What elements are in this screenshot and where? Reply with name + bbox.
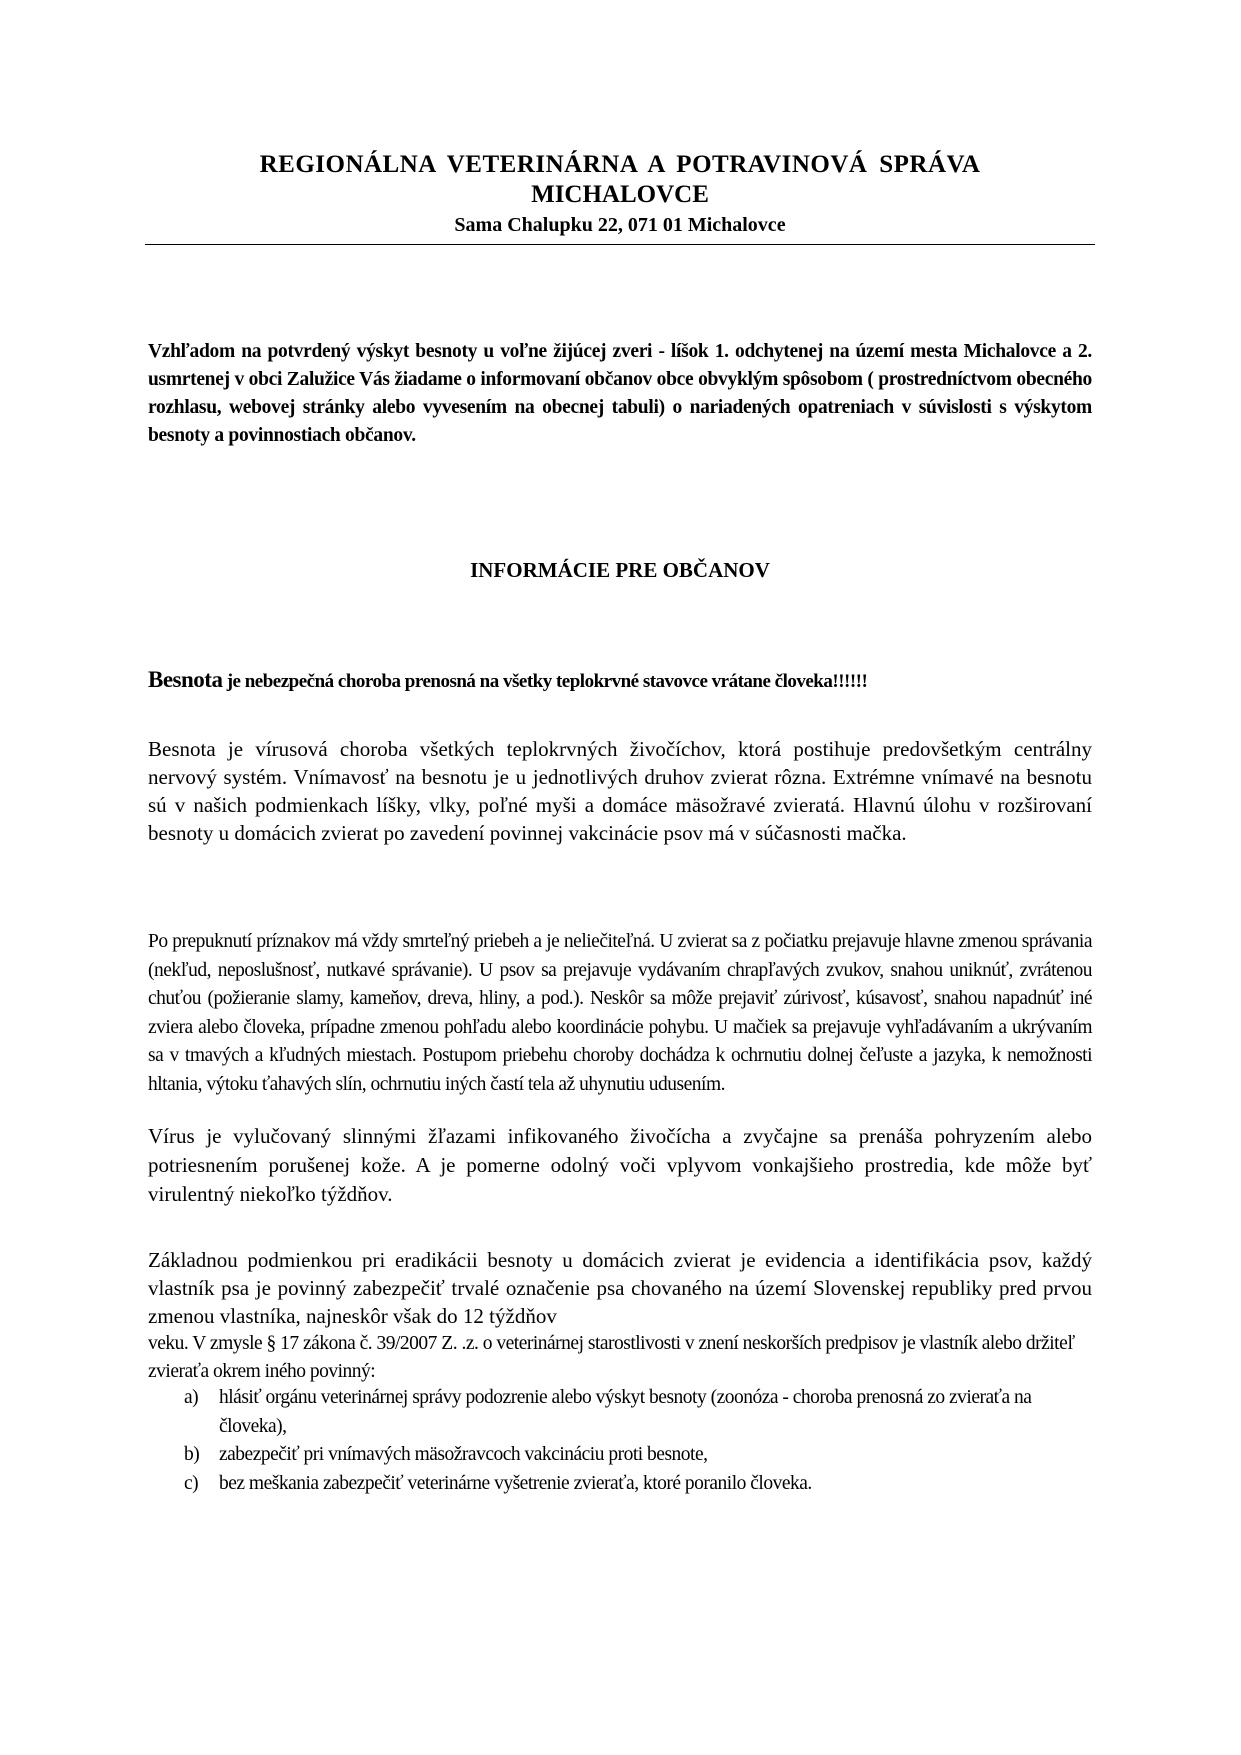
list-item bbox=[184, 1441, 1092, 1470]
paragraph-symptoms: Po prepuknutí príznakov má vždy smrteľný priebeh a je neliečiteľná. U zvierat sa z počiatku prejavuje hlavne zmenou správania (nekľud, neposlušnosť, nutkavé správanie). U psov sa prejavuje vydávaním chrapľavých zvukov, snahou uniknúť, zvrátenou chuťou (požieranie slamy, kameňov, dreva, hliny, a pod.). Neskôr sa môže prejaviť zúrivosť, kúsavosť, snahou napadnúť iné zviera alebo človeka, prípadne zmenou pohľadu alebo koordinácie pohybu. U mačiek sa prejavuje vyhľadávaním a ukrývaním sa v tmavých a kľudných miestach. Postupom priebehu choroby dochádza k ochrnutiu dolnej čeľuste a jazyka, k nemožnosti hltania, výtoku ťahavých slín, ochrnutiu iných častí tela až uhynutiu udusením. bbox=[148, 931, 1092, 1095]
warning-text: je nebezpečná choroba prenosná na všetky teplokrvné stavovce vrátane človeka!!!!!! bbox=[222, 671, 868, 692]
warning-heading bbox=[148, 667, 1092, 693]
list-item-text: hlásiť orgánu veterinárnej správy podozrenie alebo výskyt besnoty (zoonóza - choroba prenosná zo zvieraťa na človeka), bbox=[219, 1387, 1032, 1437]
letterhead bbox=[145, 150, 1095, 240]
organization-address: Sama Chalupku 22, 071 01 Michalovce bbox=[454, 214, 786, 236]
list-item-text: zabezpečiť pri vnímavých mäsožravcoch vakcináciu proti besnote, bbox=[219, 1444, 708, 1465]
list-marker: a) bbox=[184, 1387, 199, 1408]
list-item-text: bez meškania zabezpečiť veterinárne vyšetrenie zvieraťa, ktoré poranilo človeka. bbox=[219, 1472, 812, 1494]
header-divider bbox=[145, 244, 1095, 245]
organization-city: MICHALOVCE bbox=[531, 181, 709, 208]
list-marker: b) bbox=[184, 1444, 200, 1465]
intro-paragraph: Vzhľadom na potvrdený výskyt besnoty u voľne žijúcej zveri - líšok 1. odchytenej na území mesta Michalovce a 2. usmrtenej v obci Zalužice Vás žiadame o informovaní občanov obce obvyklým spôsobom ( prostredníctvom obecného rozhlasu, webovej stránky alebo vyvesením na obecnej tabuli) o nariadených opatreniach v súvislosti s výskytom besnoty a povinnostiach občanov. bbox=[148, 341, 1092, 446]
paragraph-transmission: Vírus je vylučovaný slinnými žľazami infikovaného živočícha a zvyčajne sa prenáša pohryzením alebo potriesnením porušenej kože. A je pomerne odolný voči vplyvom vonkajšieho prostredia, kde môže byť virulentný niekoľko týždňov. bbox=[148, 1124, 1092, 1206]
list-marker: c) bbox=[184, 1472, 199, 1494]
paragraph-eradication: Základnou podmienkou pri eradikácii besnoty u domácich zvierat je evidencia a identifikácia psov, každý vlastník psa je povinný zabezpečiť trvalé označenie psa chovaného na území Slovenskej republiky pred prvou zmenou vlastníka, najneskôr však do 12 týždňov bbox=[148, 1248, 1092, 1328]
list-item bbox=[184, 1384, 1092, 1441]
list-item bbox=[184, 1470, 1092, 1499]
section-title: INFORMÁCIE PRE OBČANOV bbox=[470, 558, 770, 582]
paragraph-disease-description: Besnota je vírusová choroba všetkých teplokrvných živočíchov, ktorá postihuje predovšetkým centrálny nervový systém. Vnímavosť na besnotu je u jednotlivých druhov zvierat rôzna. Extrémne vnímavé na besnotu sú v našich podmienkach líšky, vlky, poľné myši a domáce mäsožravé zvieratá. Hlavnú úlohu v rozširovaní besnoty u domácich zvierat po zavedení povinnej vakcinácie psov má v súčasnosti mačka. bbox=[148, 737, 1092, 845]
obligations-list bbox=[184, 1384, 1092, 1498]
paragraph-legal-obligation: veku. V zmysle § 17 zákona č. 39/2007 Z. .z. o veterinárnej starostlivosti v znení neskorších predpisov je vlastník alebo držiteľ zvieraťa okrem iného povinný: bbox=[148, 1333, 1075, 1382]
warning-lead: Besnota bbox=[148, 667, 223, 692]
organization-name: REGIONÁLNA VETERINÁRNA A POTRAVINOVÁ SPRÁVA bbox=[259, 151, 981, 178]
